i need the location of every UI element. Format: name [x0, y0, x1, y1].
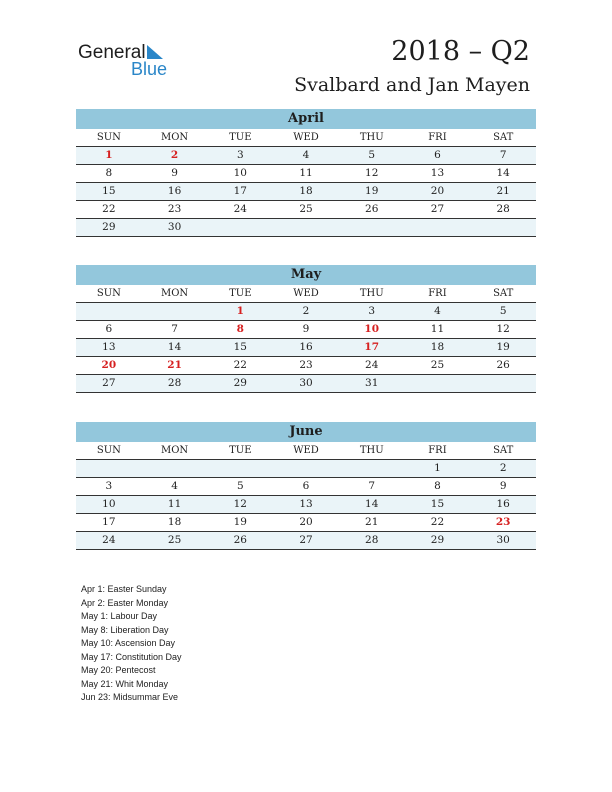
day-cell: 22 [233, 359, 247, 371]
month-may [76, 265, 536, 393]
day-cell: 4 [171, 480, 178, 492]
week-row [76, 321, 536, 339]
empty-day-cell [142, 303, 208, 320]
day-cell: 3 [368, 305, 376, 317]
day-cell: 27 [102, 377, 116, 389]
weekday-label: SAT [493, 132, 514, 143]
week-row [76, 532, 536, 550]
empty-day-cell [142, 460, 208, 477]
weekday-label: SUN [96, 445, 121, 456]
week-row [76, 357, 536, 375]
brand-general-text: General [78, 42, 146, 63]
month-april [76, 109, 536, 237]
month-header: May [76, 265, 536, 285]
empty-day-cell [273, 219, 339, 236]
week-row [76, 165, 536, 183]
weekday-label: THU [359, 132, 384, 143]
day-cell: 20 [430, 185, 445, 197]
month-header: April [76, 109, 536, 129]
weekday-label: FRI [428, 445, 447, 456]
holiday-note: May 1: Labour Day [81, 611, 158, 621]
weekday-row [76, 129, 536, 147]
day-cell: 11 [167, 498, 182, 510]
weekday-label: MON [160, 132, 189, 143]
day-cell: 30 [167, 221, 182, 233]
holiday-notes [81, 583, 182, 705]
day-cell: 31 [365, 377, 379, 389]
day-cell: 30 [496, 534, 510, 546]
week-row [76, 478, 536, 496]
holiday-note: Jun 23: Midsummar Eve [81, 692, 179, 702]
day-cell: 2 [170, 149, 179, 161]
holiday-note: Apr 2: Easter Monday [81, 597, 169, 608]
day-cell: 3 [105, 480, 113, 492]
week-row [76, 496, 536, 514]
empty-day-cell [207, 219, 273, 236]
day-cell: 17 [364, 341, 380, 353]
day-cell: 19 [365, 185, 379, 197]
empty-day-cell [273, 460, 339, 477]
day-cell: 15 [102, 185, 116, 197]
empty-day-cell [76, 460, 142, 477]
day-cell: 1 [434, 462, 441, 474]
day-cell: 8 [105, 167, 113, 179]
day-cell: 28 [167, 377, 182, 389]
day-cell: 22 [430, 516, 445, 528]
empty-day-cell [405, 219, 471, 236]
day-cell: 15 [430, 498, 445, 510]
day-cell: 26 [496, 359, 510, 371]
weekday-label: TUE [229, 445, 252, 456]
day-cell: 6 [105, 323, 113, 335]
day-cell: 28 [365, 534, 379, 546]
day-cell: 9 [302, 323, 310, 335]
day-cell: 14 [365, 498, 379, 510]
day-cell: 5 [499, 305, 507, 317]
day-cell: 20 [299, 516, 313, 528]
day-cell: 12 [365, 167, 379, 179]
week-row [76, 147, 536, 165]
day-cell: 4 [302, 149, 310, 161]
empty-day-cell [76, 303, 142, 320]
day-cell: 28 [496, 203, 510, 215]
day-cell: 15 [233, 341, 247, 353]
brand-logo [78, 42, 188, 82]
triangle-logo-icon [147, 45, 163, 59]
page-title: 2018 – Q2 [391, 36, 530, 67]
holiday-note: May 10: Ascension Day [81, 638, 176, 648]
day-cell: 19 [233, 516, 247, 528]
day-cell: 24 [365, 359, 379, 371]
day-cell: 27 [430, 203, 445, 215]
day-cell: 12 [496, 323, 510, 335]
day-cell: 26 [365, 203, 379, 215]
day-cell: 20 [101, 359, 117, 371]
day-cell: 6 [302, 480, 310, 492]
day-cell: 3 [236, 149, 244, 161]
day-cell: 13 [102, 341, 116, 353]
month-june [76, 422, 536, 550]
weekday-label: WED [293, 132, 319, 143]
weekday-label: TUE [229, 132, 252, 143]
day-cell: 10 [102, 498, 116, 510]
day-cell: 14 [167, 341, 182, 353]
empty-day-cell [470, 375, 536, 392]
day-cell: 29 [430, 534, 445, 546]
day-cell: 19 [496, 341, 510, 353]
day-cell: 18 [167, 516, 182, 528]
day-cell: 29 [102, 221, 116, 233]
weekday-label: TUE [229, 288, 252, 299]
holiday-note: May 20: Pentecost [81, 665, 156, 675]
weekday-label: WED [293, 288, 319, 299]
day-cell: 25 [299, 203, 313, 215]
day-cell: 18 [299, 185, 313, 197]
empty-day-cell [207, 460, 273, 477]
brand-blue-text: Blue [131, 59, 168, 79]
page-subtitle: Svalbard and Jan Mayen [294, 74, 530, 96]
day-cell: 9 [171, 167, 178, 179]
day-cell: 5 [236, 480, 244, 492]
day-cell: 14 [496, 167, 510, 179]
empty-day-cell [405, 375, 471, 392]
day-cell: 29 [233, 377, 247, 389]
day-cell: 8 [434, 480, 441, 492]
weekday-label: MON [160, 445, 189, 456]
day-cell: 21 [365, 516, 379, 528]
day-cell: 16 [496, 498, 510, 510]
weekday-label: SUN [96, 288, 121, 299]
day-cell: 17 [233, 185, 247, 197]
day-cell: 21 [496, 185, 510, 197]
day-cell: 13 [430, 167, 445, 179]
day-cell: 1 [236, 305, 244, 317]
week-row [76, 303, 536, 321]
weekday-label: THU [359, 445, 384, 456]
day-cell: 11 [430, 323, 445, 335]
weekday-label: SAT [493, 445, 514, 456]
day-cell: 6 [434, 149, 441, 161]
weekday-label: MON [160, 288, 189, 299]
week-row [76, 375, 536, 393]
weekday-label: FRI [428, 288, 447, 299]
empty-day-cell [339, 460, 405, 477]
week-row [76, 514, 536, 532]
month-header: June [76, 422, 536, 442]
weekday-label: SAT [493, 288, 514, 299]
day-cell: 25 [167, 534, 182, 546]
day-cell: 30 [299, 377, 313, 389]
empty-day-cell [470, 219, 536, 236]
day-cell: 27 [299, 534, 313, 546]
holiday-note: May 17: Constitution Day [81, 651, 182, 662]
day-cell: 16 [167, 185, 182, 197]
week-row [76, 339, 536, 357]
day-cell: 4 [434, 305, 441, 317]
day-cell: 10 [364, 323, 380, 335]
weekday-label: WED [293, 445, 319, 456]
weekday-row [76, 442, 536, 460]
day-cell: 1 [105, 149, 113, 161]
day-cell: 23 [167, 203, 182, 215]
week-row [76, 460, 536, 478]
day-cell: 24 [233, 203, 247, 215]
holiday-note: May 8: Liberation Day [81, 624, 169, 635]
day-cell: 17 [102, 516, 116, 528]
weekday-label: THU [359, 288, 384, 299]
day-cell: 13 [299, 498, 313, 510]
weekday-row [76, 285, 536, 303]
day-cell: 12 [233, 498, 247, 510]
day-cell: 2 [302, 305, 310, 317]
weekday-label: FRI [428, 132, 447, 143]
weekday-label: SUN [96, 132, 121, 143]
week-row [76, 219, 536, 237]
day-cell: 25 [430, 359, 445, 371]
day-cell: 22 [102, 203, 116, 215]
week-row [76, 183, 536, 201]
day-cell: 10 [233, 167, 247, 179]
day-cell: 9 [499, 480, 507, 492]
day-cell: 7 [368, 480, 376, 492]
day-cell: 16 [299, 341, 313, 353]
day-cell: 7 [171, 323, 178, 335]
day-cell: 21 [167, 359, 182, 371]
day-cell: 2 [499, 462, 507, 474]
day-cell: 23 [495, 516, 511, 528]
day-cell: 18 [430, 341, 445, 353]
day-cell: 8 [236, 323, 244, 335]
week-row [76, 201, 536, 219]
day-cell: 23 [299, 359, 313, 371]
holiday-note: Apr 1: Easter Sunday [81, 584, 167, 594]
day-cell: 11 [299, 167, 313, 179]
day-cell: 24 [102, 534, 116, 546]
empty-day-cell [339, 219, 405, 236]
day-cell: 7 [499, 149, 507, 161]
holiday-note: May 21: Whit Monday [81, 678, 169, 689]
day-cell: 5 [368, 149, 376, 161]
day-cell: 26 [233, 534, 247, 546]
